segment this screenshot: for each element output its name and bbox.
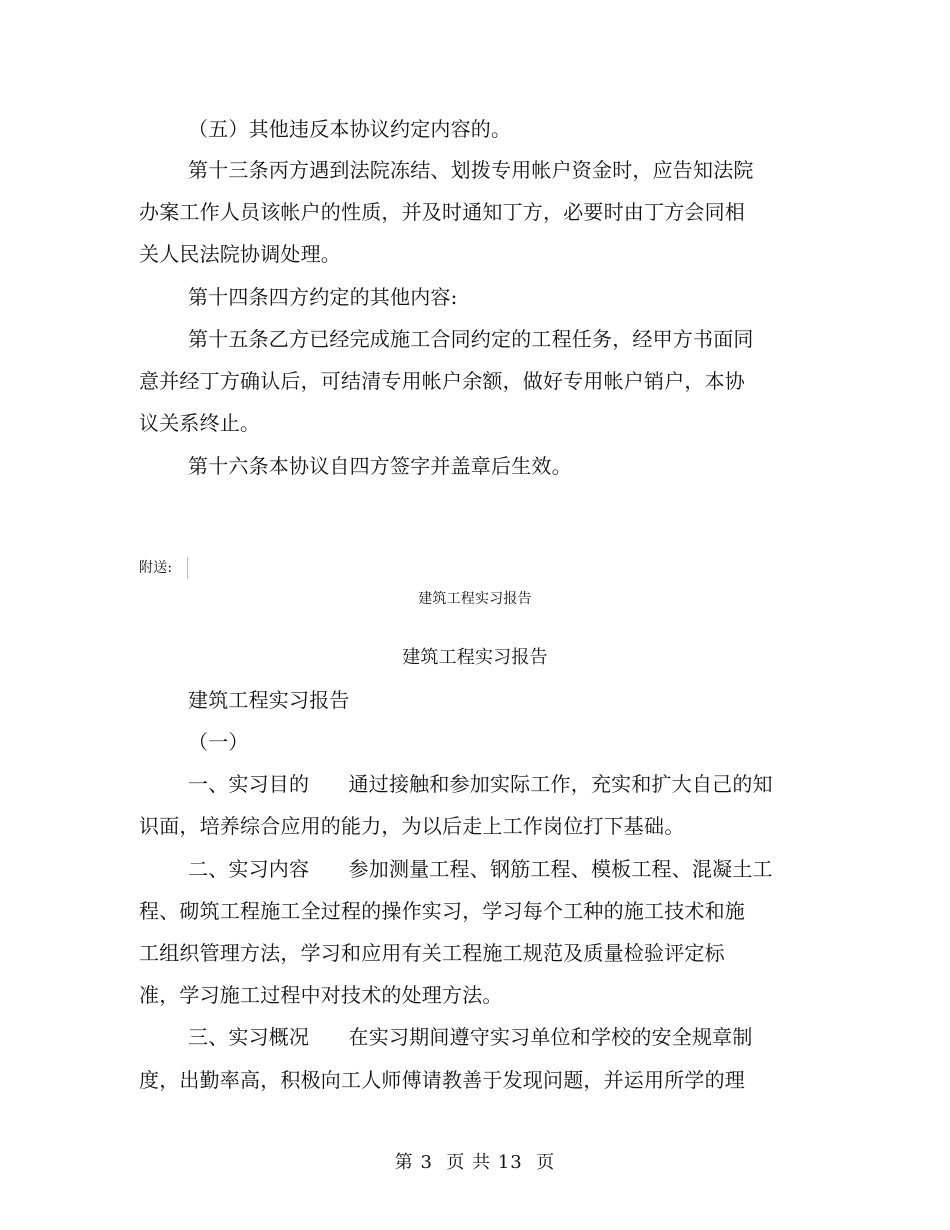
page-number: 第 3 页 共 13 页 [394,1152,556,1173]
text-line: 第十四条四方约定的其他内容: [188,285,458,309]
text-line: 工组织管理方法，学习和应用有关工程施工规范及质量检验评定标 [139,941,725,965]
text-line: 二、实习内容 参加测量工程、钢筋工程、模板工程、混凝土工 [188,857,773,881]
text-line: 第十三条丙方遇到法院冻结、划拨专用帐户资金时，应告知法院 [188,158,754,182]
text-line: 第十五条乙方已经完成施工合同约定的工程任务，经甲方书面同 [188,327,754,351]
attachment-small-title: 建筑工程实习报告 [418,591,532,607]
text-line: 关人民法院协调处理。 [139,242,341,266]
report-subtitle: 建筑工程实习报告 [188,688,350,712]
text-line: 度，出勤率高，积极向工人师傅请教善于发现问题，并运用所学的理 [139,1068,745,1092]
section-label: （一） [188,730,249,754]
text-line: 办案工作人员该帐户的性质，并及时通知丁方，必要时由丁方会同相 [139,200,745,224]
text-line: 程、砌筑工程施工全过程的操作实习，学习每个工种的施工技术和施 [139,899,745,923]
text-line: 一、实习目的 通过接触和参加实际工作，充实和扩大自己的知 [188,772,773,796]
text-line: （五）其他违反本协议约定内容的。 [188,117,512,141]
text-line: 三、实习概况 在实习期间遵守实习单位和学校的安全规章制 [188,1025,753,1049]
text-line: 第十六条本协议自四方签字并盖章后生效。 [188,454,572,478]
text-line: 准，学习施工过程中对技术的处理方法。 [139,983,503,1007]
text-line: 意并经丁方确认后，可结清专用帐户余额，做好专用帐户销户，本协 [139,369,745,393]
divider [187,557,188,579]
attachment-label: 附送: [139,560,173,576]
text-line: 议关系终止。 [139,411,261,435]
report-title: 建筑工程实习报告 [402,647,548,668]
text-line: 识面，培养综合应用的能力，为以后走上工作岗位打下基础。 [139,814,685,838]
